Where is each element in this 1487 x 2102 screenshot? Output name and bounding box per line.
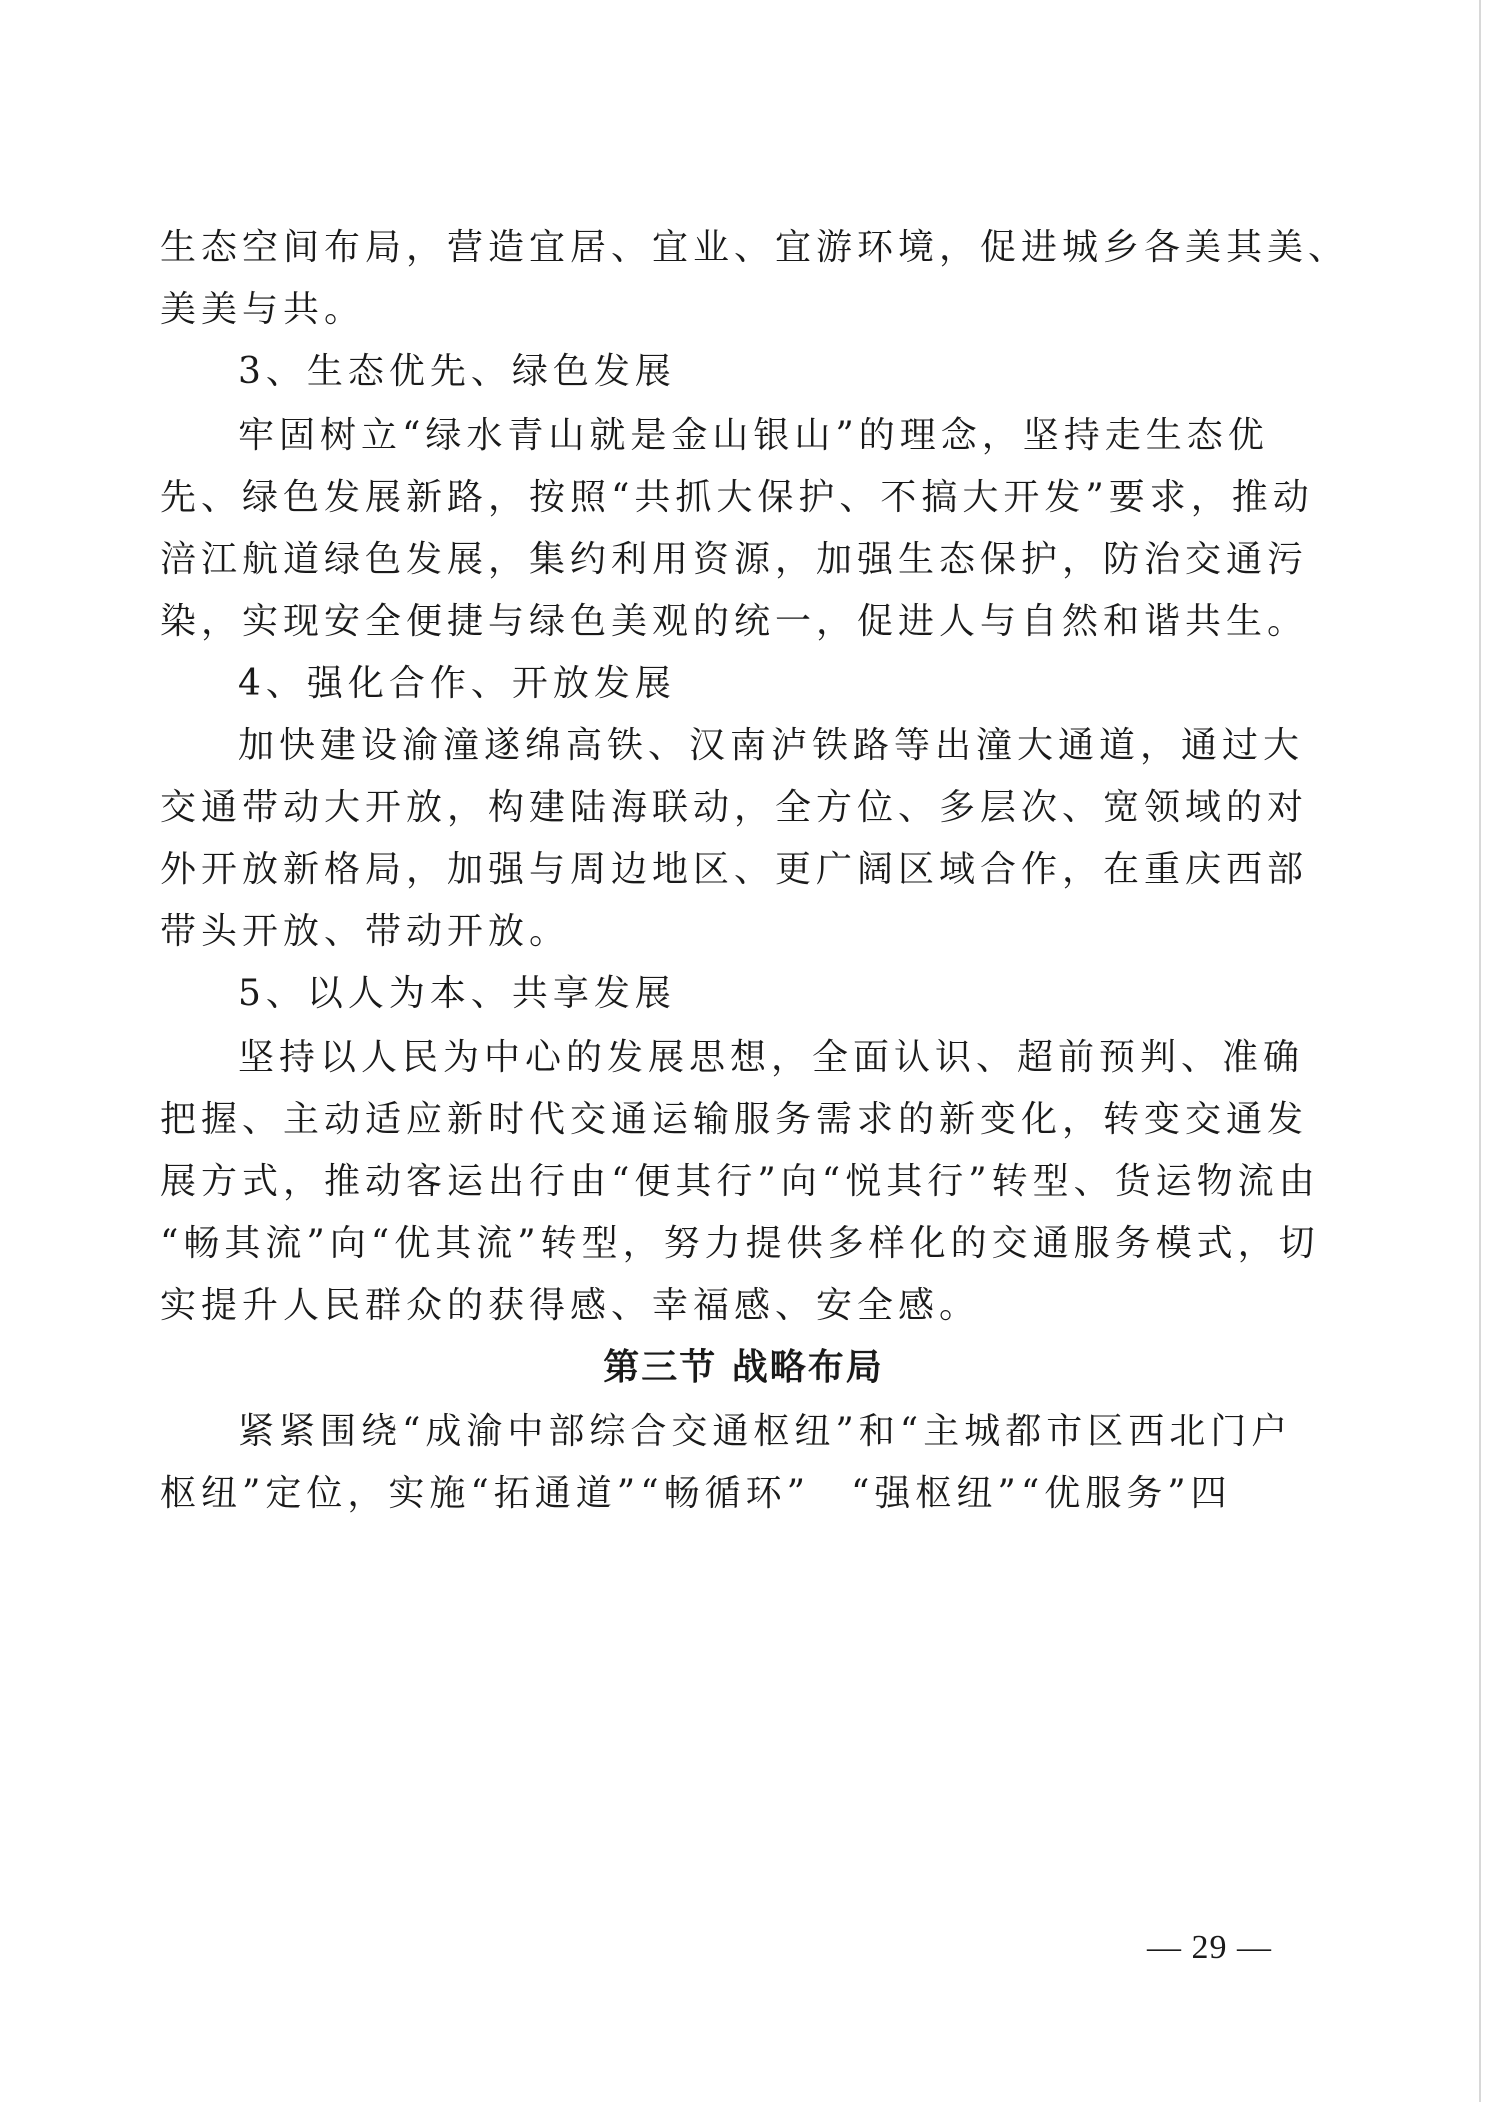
body-line: 涪江航道绿色发展，集约利用资源，加强生态保护，防治交通污 bbox=[160, 539, 1309, 580]
subheading-4: 4、强化合作、开放发展 bbox=[238, 663, 676, 704]
subheading-5: 5、以人为本、共享发展 bbox=[238, 973, 676, 1014]
body-line: 外开放新格局，加强与周边地区、更广阔区域合作，在重庆西部 bbox=[160, 849, 1309, 890]
page-edge-divider bbox=[1479, 0, 1481, 2102]
body-line: 美美与共。 bbox=[160, 289, 366, 330]
body-line: 枢纽”定位，实施“拓通道”“畅循环” “强枢纽”“优服务”四 bbox=[160, 1473, 1232, 1514]
body-line: 交通带动大开放，构建陆海联动，全方位、多层次、宽领域的对 bbox=[160, 787, 1309, 828]
body-line: 染，实现安全便捷与绿色美观的统一，促进人与自然和谐共生。 bbox=[160, 601, 1309, 642]
paragraph-first-line: 紧紧围绕“成渝中部综合交通枢纽”和“主城都市区西北门户 bbox=[238, 1411, 1293, 1452]
body-line: 展方式，推动客运出行由“便其行”向“悦其行”转型、货运物流由 bbox=[160, 1161, 1320, 1202]
body-line: 实提升人民群众的获得感、幸福感、安全感。 bbox=[160, 1285, 981, 1326]
body-line: “畅其流”向“优其流”转型，努力提供多样化的交通服务模式，切 bbox=[160, 1223, 1320, 1264]
paragraph-first-line: 牢固树立“绿水青山就是金山银山”的理念，坚持走生态优 bbox=[238, 415, 1269, 456]
body-line: 带头开放、带动开放。 bbox=[160, 911, 571, 952]
paragraph-first-line: 加快建设渝潼遂绵高铁、汉南泸铁路等出潼大通道，通过大 bbox=[238, 725, 1305, 766]
subheading-3: 3、生态优先、绿色发展 bbox=[238, 351, 676, 392]
section-title: 第三节 战略布局 bbox=[603, 1347, 884, 1388]
body-line: 先、绿色发展新路，按照“共抓大保护、不搞大开发”要求，推动 bbox=[160, 477, 1314, 518]
body-line: 把握、主动适应新时代交通运输服务需求的新变化，转变交通发 bbox=[160, 1099, 1309, 1140]
page-number: — 29 — bbox=[1147, 1929, 1272, 1966]
body-line: 生态空间布局，营造宜居、宜业、宜游环境，促进城乡各美其美、 bbox=[160, 227, 1350, 268]
paragraph-first-line: 坚持以人民为中心的发展思想，全面认识、超前预判、准确 bbox=[238, 1037, 1305, 1078]
